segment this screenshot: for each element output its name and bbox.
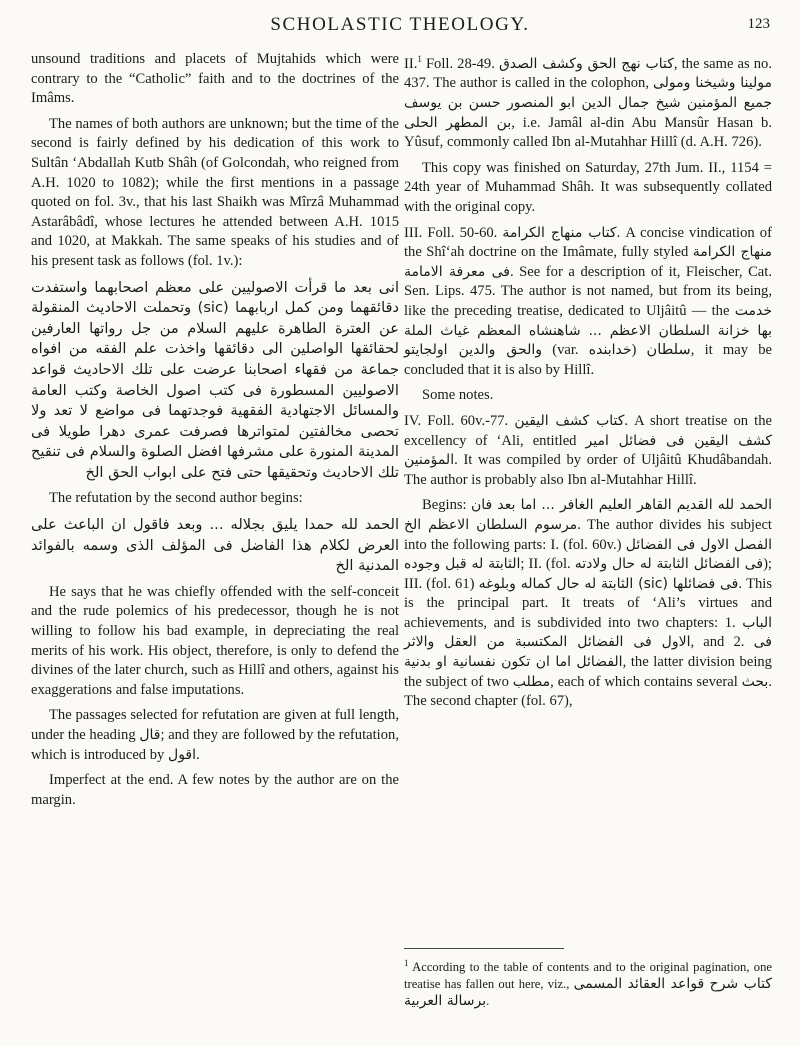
arabic-full-title: كشف اليقين فى فضائل امير المؤمنين bbox=[404, 432, 773, 469]
text-span: , and 2. bbox=[690, 634, 745, 651]
entry-3-notes: Some notes. bbox=[422, 387, 494, 404]
text-span: ) سلطان, it may be concluded that it is also by Hillî. bbox=[404, 342, 772, 378]
arabic-quote-1: انى بعد ما قرأت الاصوليين على معظم اصحابهما واستفدت دقائقهما ومن كمل اربابهما (sic) وتحملت الاحاديث المنقولة عن العترة الطاهرة عليهم السلام من جل رواتها العارفين لحقائقها الواصلين الى دقائقها واخذت علم الفقه من افواه جماعة من فقهاء اصحابنا عرضت على تلك الاحاديث قواعد الاصوليين المسطورة فى كتب اصول الخاصة وكتب العامة والمسائل الاجتهادية الفقهية فوجدتهما فى مواضع لا تعد ولا تحصى مخالفتين لمتواترها فصرفت عمرى دهرا طويلا فى المدينة المنورة على مشرفها افضل الصلوة والسلام فى تنقيح تلك الاحاديث وتحقيقها حتى فتح على ابواب الحق الخ bbox=[31, 278, 399, 481]
text-span: . A concise vindication of the Shî‘ah doctrine on the Imâmate, fully styled bbox=[404, 224, 772, 261]
arabic-part-2: فى الفضائل الثابتة له حال ولادته bbox=[574, 556, 764, 573]
arabic-part-1: الفصل الاول فى الفضائل الثابتة له قبل وجوده bbox=[404, 536, 772, 573]
paragraph-4: He says that he was chiefly offended with the self-conceit and the rude polemics of his predecessor, though he is not willing to follow his bad example, in depreciating the real merits of his work. His object, therefore, is only to defend the divines of the later church, such as Hillî and others, against his exaggerations and false imputations. bbox=[31, 583, 399, 698]
footnote-mark: 1 bbox=[404, 958, 409, 968]
text-span: ; II. (fol. bbox=[520, 556, 571, 573]
page-header bbox=[30, 14, 770, 42]
entry-2 bbox=[404, 50, 772, 153]
text-span: , the same as no. 437. The author is called in the colophon, bbox=[404, 55, 772, 92]
text-span: (var. bbox=[552, 342, 579, 359]
footnote-text: According to the table of contents and to the original pagination, one treatise has fallen out here, viz., bbox=[404, 960, 772, 992]
text-span: The passages selected for refutation are given at full length, under the heading bbox=[31, 707, 399, 743]
footnote bbox=[404, 955, 772, 1010]
arabic-full-title: منهاج الكرامة فى معرفة الامامة bbox=[404, 244, 773, 280]
entry-number: II. bbox=[404, 55, 418, 72]
entry-heading: III. Foll. 50-60. bbox=[404, 224, 498, 241]
text-span: , the latter division being the subject of two bbox=[404, 654, 772, 690]
text-span: . bbox=[486, 994, 490, 1009]
arabic-title: كتاب منهاج الكرامة bbox=[502, 224, 617, 241]
footnote-arabic: كتاب شرح قواعد العقائد المسمى برسالة العربية bbox=[404, 976, 772, 1010]
footnote-ref: 1 bbox=[417, 54, 422, 64]
arabic-chapter-2: فى الفضائل اما ان تكون نفسانية او بدنية bbox=[404, 634, 772, 671]
arabic-matlab: مطلب bbox=[512, 673, 551, 690]
text-span: . bbox=[196, 746, 200, 763]
right-column bbox=[404, 50, 772, 718]
paragraph-3: The refutation by the second author begins: bbox=[49, 490, 303, 507]
text-span: . The author divides his subject into the following parts: I. (fol. 60v.) bbox=[404, 516, 772, 553]
entry-4 bbox=[404, 412, 772, 490]
arabic-dedication: خدمت بها خزانة السلطان الاعظم ... شاهنشاه المعظم غياث الملة والحق والدين اولجايتو bbox=[404, 302, 772, 359]
text-span: Begins: bbox=[422, 497, 467, 514]
arabic-incipit: الحمد لله القديم القاهر العليم الغافر ... اما بعد فان مرسوم السلطان الاعظم الخ bbox=[404, 497, 772, 533]
arabic-variant: خدابنده bbox=[588, 342, 632, 359]
text-span: . This is the principal part. It treats of ‘Ali’s virtues and achievements, and is subdivided into two chapters: 1. bbox=[404, 575, 773, 631]
arabic-term: اقول bbox=[168, 746, 197, 763]
arabic-title: كتاب كشف اليقين bbox=[514, 412, 625, 429]
arabic-term: قال bbox=[139, 727, 161, 743]
text-span: ); III. (fol. 61) bbox=[404, 556, 772, 592]
text-span: . See for a description of it, Fleischer, Cat. Sen. Lips. 475. The author is not named, but from its being, like the preceding treatise, dedicated to Uljâitû — the bbox=[404, 263, 772, 319]
paragraph-6: Imperfect at the end. A few notes by the author are on the margin. bbox=[31, 772, 399, 808]
paragraph-5 bbox=[31, 706, 399, 765]
arabic-bahth: بحث bbox=[741, 673, 769, 690]
running-title: SCHOLASTIC THEOLOGY. bbox=[270, 14, 530, 35]
text-span: . The second chapter (fol. 67), bbox=[404, 673, 772, 710]
left-column bbox=[31, 50, 399, 816]
text-span: ; and they are followed by the refutation, which is introduced by bbox=[31, 727, 399, 763]
entry-heading: IV. Foll. 60v.-77. bbox=[404, 412, 509, 429]
text-span: . A short treatise on the excellency of ‘Ali, entitled bbox=[404, 412, 772, 449]
entry-2-copy-note: This copy was finished on Saturday, 27th Jum. II., 1154 = 24th year of Muhammad Shâh. It was subsequently collated with the original copy. bbox=[404, 159, 772, 216]
text-span: , each of which contains several bbox=[550, 673, 738, 690]
entry-4-begins bbox=[404, 496, 772, 712]
footnote-divider bbox=[404, 948, 564, 949]
arabic-title: كتاب نهج الحق وكشف الصدق bbox=[498, 55, 674, 72]
arabic-name: مولينا وشيخنا ومولى جميع المؤمنين شيخ جمال الدين ابو المنصور حسن بن يوسف بن المطهر الحلى bbox=[404, 75, 772, 131]
text-span: , i.e. Jamâl al-din Abu Mansûr Hasan b. Yûsuf, commonly called Ibn al-Mutahhar Hillî (d. A.H. 726). bbox=[404, 114, 772, 151]
folio-range: Foll. 28-49. bbox=[425, 55, 495, 72]
arabic-part-3: فى فضائلها (sic) الثابتة له حال كماله وبلوغه bbox=[478, 575, 739, 592]
text-span: . It was compiled by order of Uljâitû Khudâbandah. The author is probably also Ibn al-Mutahhar Hillî. bbox=[404, 452, 772, 488]
arabic-quote-2: الحمد لله حمدا يليق بجلاله ... وبعد فاقول ان الباعث على العرض لكلام هذا الفاضل فى المؤلف الذى وسمه بالفوائد المدنية الخ bbox=[31, 516, 399, 575]
page-number: 123 bbox=[747, 16, 770, 32]
paragraph-2: The names of both authors are unknown; but the time of the second is fairly defined by his dedication of this work to Sultân ‘Abdallah Kutb Shâh (of Golcondah, who reigned from A.H. 1020 to 1082); while the first mentions in a passage quoted on fol. 3v., that his last Shaikh was Mîrzâ Muhammad Astarâbâdî, whose lectures he attended between A.H. 1015 and 1020, at Makkah. The same speaks of his studies and of his present task as follows (fol. 1v.): bbox=[31, 115, 399, 269]
arabic-chapter-1: الباب الاول فى الفضائل المكتسبة من العقل والاثر bbox=[404, 614, 773, 651]
entry-3 bbox=[404, 224, 772, 381]
paragraph-1: unsound traditions and placets of Mujtahids which were contrary to the “Catholic” faith and to the doctrines of the Imâms. bbox=[31, 51, 399, 107]
